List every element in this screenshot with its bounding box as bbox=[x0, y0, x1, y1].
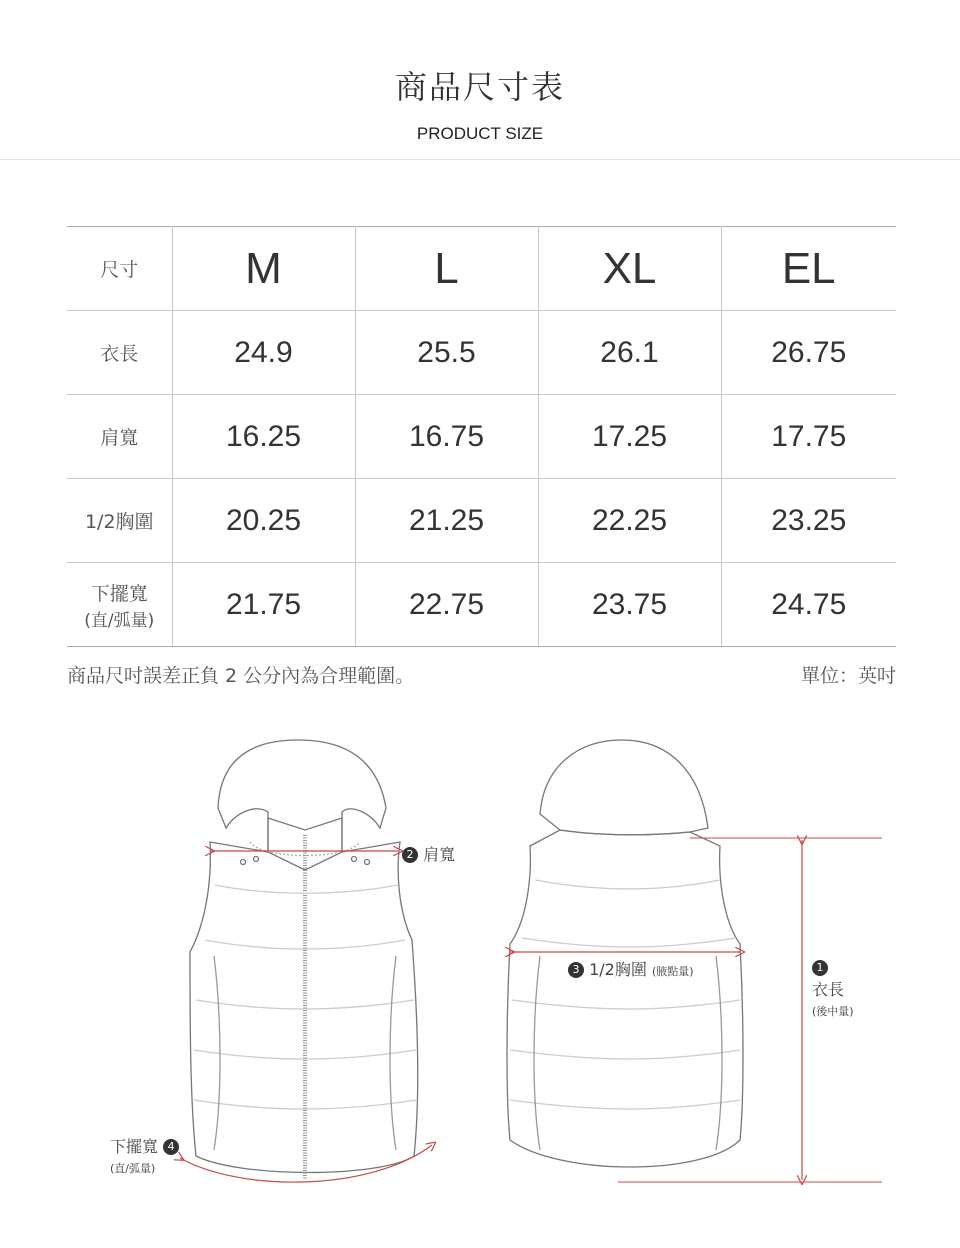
page-subtitle: PRODUCT SIZE bbox=[416, 124, 544, 143]
chest-label-sub: (腋點量) bbox=[651, 965, 694, 978]
size-col-el: EL bbox=[721, 227, 896, 311]
page-title: 商品尺寸表 bbox=[394, 68, 565, 106]
table-cell: 26.75 bbox=[721, 311, 896, 395]
row-label: 肩寬 bbox=[67, 395, 172, 479]
unit-note: 單位：英吋 bbox=[800, 665, 896, 687]
table-cell: 17.75 bbox=[721, 395, 896, 479]
shoulder-number-badge: 2 bbox=[402, 847, 418, 863]
length-label-text: 衣長 bbox=[812, 980, 845, 999]
table-cell: 16.25 bbox=[172, 395, 355, 479]
back-body bbox=[507, 830, 743, 1167]
measurement-diagram bbox=[0, 700, 960, 1244]
table-cell: 24.75 bbox=[721, 563, 896, 647]
row-label bbox=[67, 563, 172, 647]
row-label: 衣長 bbox=[67, 311, 172, 395]
shoulder-label bbox=[402, 842, 455, 865]
row-label: 1/2胸圍 bbox=[67, 479, 172, 563]
corner-label: 尺寸 bbox=[67, 227, 172, 311]
chest-label bbox=[568, 957, 694, 980]
length-label bbox=[812, 958, 854, 1019]
table-row bbox=[67, 479, 896, 563]
shoulder-label-text: 肩寬 bbox=[423, 845, 456, 864]
table-cell: 26.1 bbox=[538, 311, 721, 395]
table-cell: 23.25 bbox=[721, 479, 896, 563]
size-col-l: L bbox=[355, 227, 538, 311]
table-cell: 17.25 bbox=[538, 395, 721, 479]
length-label-sub: (後中量) bbox=[812, 1005, 854, 1018]
header bbox=[0, 0, 960, 160]
row-label-main: 下擺寬 bbox=[90, 582, 148, 605]
hem-label-sub: (直/弧量) bbox=[110, 1162, 156, 1175]
table-row bbox=[67, 563, 896, 647]
table-cell: 21.25 bbox=[355, 479, 538, 563]
hem-label-text: 下擺寬 bbox=[110, 1137, 159, 1156]
back-vest bbox=[507, 740, 743, 1167]
size-header-row bbox=[67, 227, 896, 311]
table-cell: 23.75 bbox=[538, 563, 721, 647]
table-cell: 22.75 bbox=[355, 563, 538, 647]
length-number-badge: 1 bbox=[812, 960, 828, 976]
table-cell: 22.25 bbox=[538, 479, 721, 563]
size-col-m: M bbox=[172, 227, 355, 311]
table-cell: 25.5 bbox=[355, 311, 538, 395]
chest-number-badge: 3 bbox=[568, 962, 584, 978]
table-cell: 20.25 bbox=[172, 479, 355, 563]
table-cell: 24.9 bbox=[172, 311, 355, 395]
header-divider bbox=[0, 159, 960, 160]
tolerance-note: 商品尺吋誤差正負 2 公分內為合理範圍。 bbox=[67, 665, 415, 687]
table-row bbox=[67, 311, 896, 395]
hem-label bbox=[110, 1134, 179, 1176]
table-cell: 16.75 bbox=[355, 395, 538, 479]
size-col-xl: XL bbox=[538, 227, 721, 311]
size-table bbox=[67, 226, 896, 647]
chest-label-text: 1/2胸圍 bbox=[589, 960, 647, 979]
table-cell: 21.75 bbox=[172, 563, 355, 647]
back-hood bbox=[540, 740, 708, 835]
row-label-sub: (直/弧量) bbox=[84, 610, 155, 631]
table-row bbox=[67, 395, 896, 479]
hem-number-badge: 4 bbox=[163, 1139, 179, 1155]
front-vest bbox=[190, 740, 418, 1180]
